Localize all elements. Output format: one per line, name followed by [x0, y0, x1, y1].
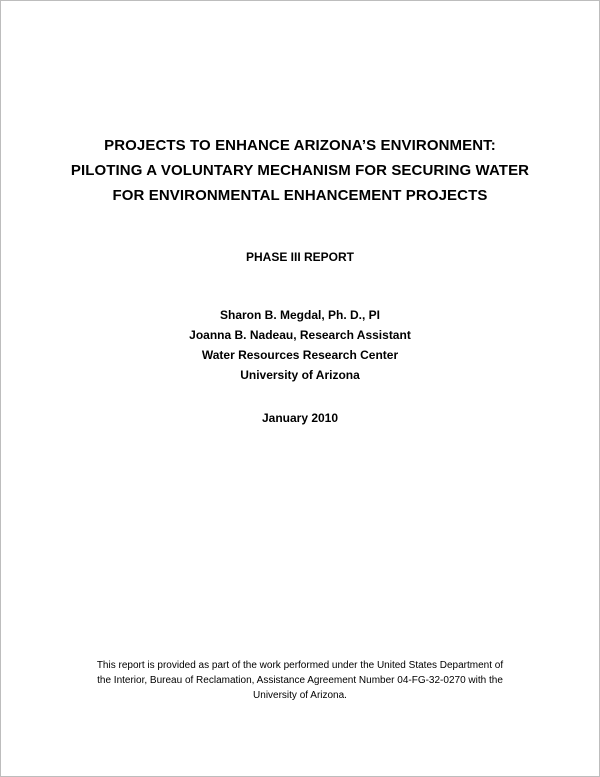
report-date: January 2010 — [261, 411, 339, 425]
author-line-center: Water Resources Research Center — [201, 348, 399, 362]
funding-note-line-1: This report is provided as part of the work performed under the United States Department of — [96, 660, 504, 671]
title-line-2: PILOTING A VOLUNTARY MECHANISM FOR SECURING WATER — [70, 162, 530, 179]
author-line-pi: Sharon B. Megdal, Ph. D., PI — [219, 308, 381, 322]
funding-note-line-2: the Interior, Bureau of Reclamation, Assistance Agreement Number 04-FG-32-0270 with the — [97, 675, 503, 686]
author-line-assistant: Joanna B. Nadeau, Research Assistant — [189, 328, 411, 342]
report-title — [1, 133, 599, 208]
funding-note — [51, 658, 549, 703]
author-line-university: University of Arizona — [240, 368, 360, 382]
title-line-3: FOR ENVIRONMENTAL ENHANCEMENT PROJECTS — [112, 187, 488, 204]
report-phase-label: PHASE III REPORT — [245, 250, 355, 264]
title-line-1: PROJECTS TO ENHANCE ARIZONA’S ENVIRONMENT: — [104, 137, 496, 154]
author-block — [1, 305, 599, 385]
funding-note-line-3: University of Arizona. — [253, 690, 347, 701]
